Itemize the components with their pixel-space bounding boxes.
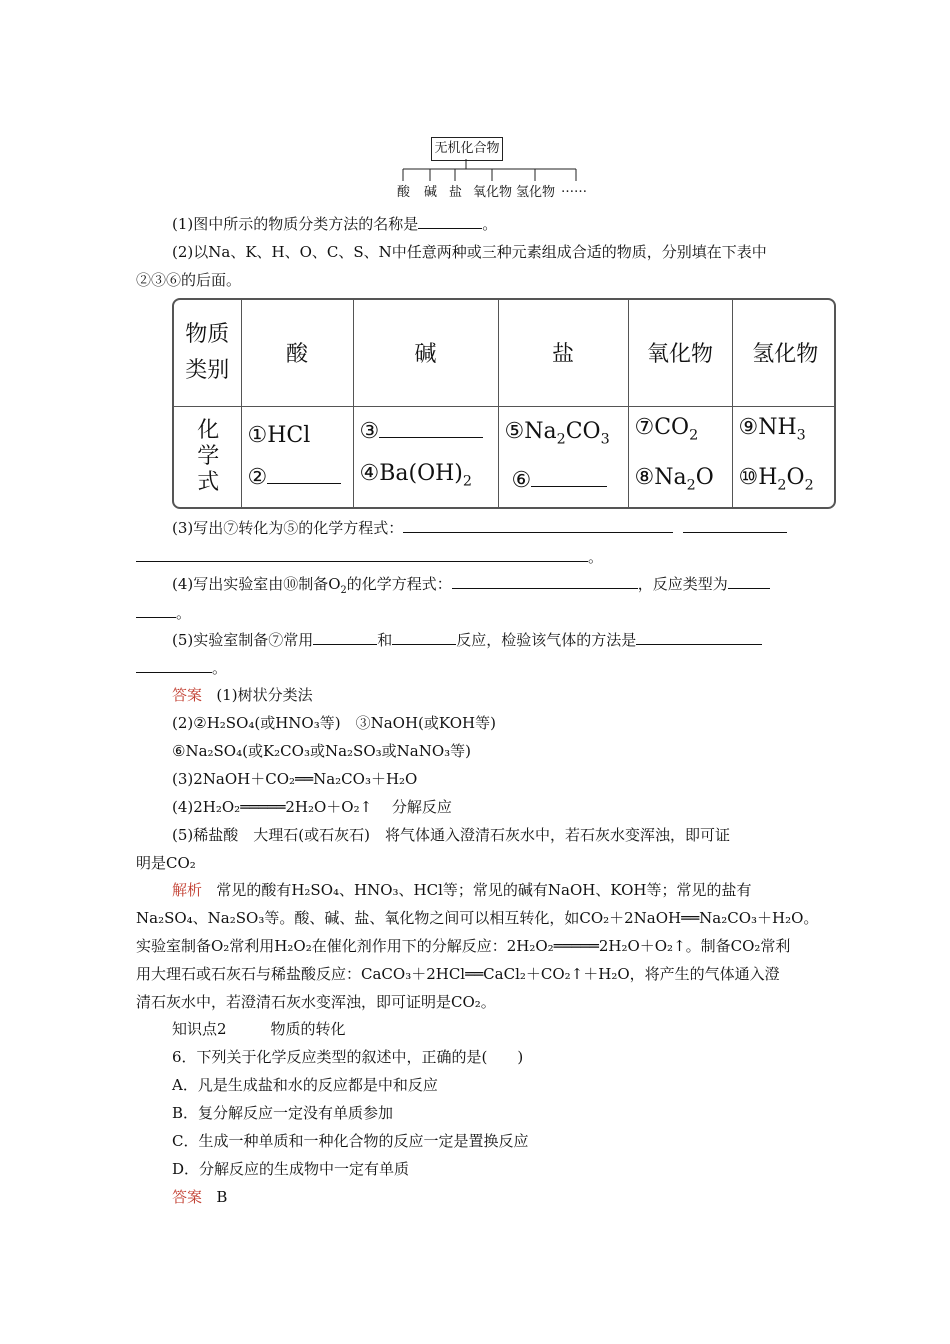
question-6-option-b: B．复分解反应一定没有单质参加 <box>172 1104 394 1122</box>
answer-blank <box>728 574 770 589</box>
analysis-label: 解析 <box>172 881 203 899</box>
tree-leaf-salt: 盐 <box>449 185 463 200</box>
section-heading: 知识点2 物质的转化 <box>172 1020 346 1038</box>
answer-line-2b: ⑥Na₂SO₄(或K₂CO₃或Na₂SO₃或NaNO₃等) <box>172 742 471 760</box>
tree-leaf-acid: 酸 <box>397 185 411 200</box>
answer-blank <box>392 630 456 645</box>
question-6-stem: 6．下列关于化学反应类型的叙述中，正确的是( ) <box>172 1048 524 1066</box>
question-3-cont: 。 <box>136 546 603 567</box>
tree-leaf-hydride: 氢化物 <box>516 185 556 200</box>
analysis-line-1: 解析 常见的酸有H₂SO₄、HNO₃、HCl等；常见的碱有NaOH、KOH等；常见的盐有 <box>172 881 752 899</box>
answer-line-4: (4)2H₂O₂═════2H₂O＋O₂↑ 分解反应 <box>172 798 452 816</box>
answer-label: 答案 <box>172 686 203 704</box>
answer-blank <box>683 518 787 533</box>
table-cell-acid: ①HCl ② <box>241 406 353 507</box>
question-5: (5)实验室制备⑦常用 和 反应，检验该气体的方法是 <box>172 629 762 650</box>
table-header-hydride: 氢化物 <box>732 300 836 406</box>
answer-line-2: (2)②H₂SO₄(或HNO₃等) ③NaOH(或KOH等) <box>172 714 496 732</box>
tree-connector-lines <box>390 159 590 183</box>
tree-root-box: 无机化合物 <box>431 137 503 161</box>
table-cell-hydride: $⑨NH_3$ $⑩H_2O_2$ <box>732 406 836 507</box>
question-6-answer: 答案 B <box>172 1188 228 1206</box>
analysis-line-3: 实验室制备O₂常利用H₂O₂在催化剂作用下的分解反应：2H₂O₂═════2H₂O＋O₂↑。制备CO₂常利 <box>136 937 791 955</box>
question-5-cont: 。 <box>136 657 227 678</box>
question-6-option-d: D．分解反应的生成物中一定有单质 <box>172 1160 410 1178</box>
question-2-line2: ②③⑥的后面。 <box>136 271 242 289</box>
analysis-line-5: 清石灰水中，若澄清石灰水变浑浊，即可证明是CO₂。 <box>136 993 496 1011</box>
analysis-line-4: 用大理石或石灰石与稀盐酸反应：CaCO₃＋2HCl══CaCl₂＋CO₂↑＋H₂O，将产生的气体通入澄 <box>136 965 780 983</box>
question-3: (3)写出⑦转化为⑤的化学方程式： <box>172 517 787 538</box>
table-cell-salt: $⑤Na_2CO_3$ ⑥ <box>498 406 628 507</box>
answer-blank <box>313 630 377 645</box>
table-header-base: 碱 <box>353 300 498 406</box>
answer-line-5: (5)稀盐酸 大理石(或石灰石) 将气体通入澄清石灰水中，若石灰水变浑浊，即可证 <box>172 826 730 844</box>
question-4: (4)写出实验室由⑩制备$O_2$的化学方程式： ，反应类型为 <box>172 573 770 596</box>
fill-blank-3 <box>379 423 483 438</box>
answer-blank <box>136 547 588 562</box>
answer-blank <box>136 603 176 618</box>
question-1: (1)图中所示的物质分类方法的名称是 。 <box>172 215 498 233</box>
tree-leaf-base: 碱 <box>424 185 438 200</box>
answer-blank <box>452 574 638 589</box>
answer-line-3: (3)2NaOH＋CO₂══Na₂CO₃＋H₂O <box>172 770 418 788</box>
table-cell-oxide: $⑦CO_2$ $⑧Na_2O$ <box>628 406 732 507</box>
table-cell-base: ③ $④Ba(OH)_2$ <box>353 406 498 507</box>
answer-blank <box>636 630 762 645</box>
table-header-oxide: 氧化物 <box>628 300 732 406</box>
table-header-salt: 盐 <box>498 300 628 406</box>
question-6-option-c: C．生成一种单质和一种化合物的反应一定是置换反应 <box>172 1132 529 1150</box>
classification-table <box>172 298 836 509</box>
answer-line-5b: 明是CO₂ <box>136 854 196 872</box>
answer-line-1: 答案 (1)树状分类法 <box>172 686 313 704</box>
analysis-line-2: Na₂SO₄、Na₂SO₃等。酸、碱、盐、氧化物之间可以相互转化，如CO₂＋2NaOH══Na₂CO₃＋H₂O。 <box>136 909 819 927</box>
table-row-label: 化学式 <box>174 406 241 507</box>
answer-blank <box>403 518 673 533</box>
table-header-category: 物质类别 <box>174 300 241 406</box>
answer-blank <box>418 214 482 229</box>
fill-blank-6 <box>531 472 607 487</box>
question-4-cont: 。 <box>136 602 191 623</box>
table-header-acid: 酸 <box>241 300 353 406</box>
question-2-line1: (2)以Na、K、H、O、C、S、N中任意两种或三种元素组成合适的物质，分别填在下表中 <box>172 243 767 261</box>
tree-leaf-oxide: 氧化物 <box>473 185 513 200</box>
question-6-option-a: A．凡是生成盐和水的反应都是中和反应 <box>172 1076 438 1094</box>
fill-blank-2 <box>267 469 341 484</box>
answer-label: 答案 <box>172 1188 203 1206</box>
tree-leaf-ellipsis: …… <box>561 181 587 196</box>
answer-blank <box>136 658 212 673</box>
